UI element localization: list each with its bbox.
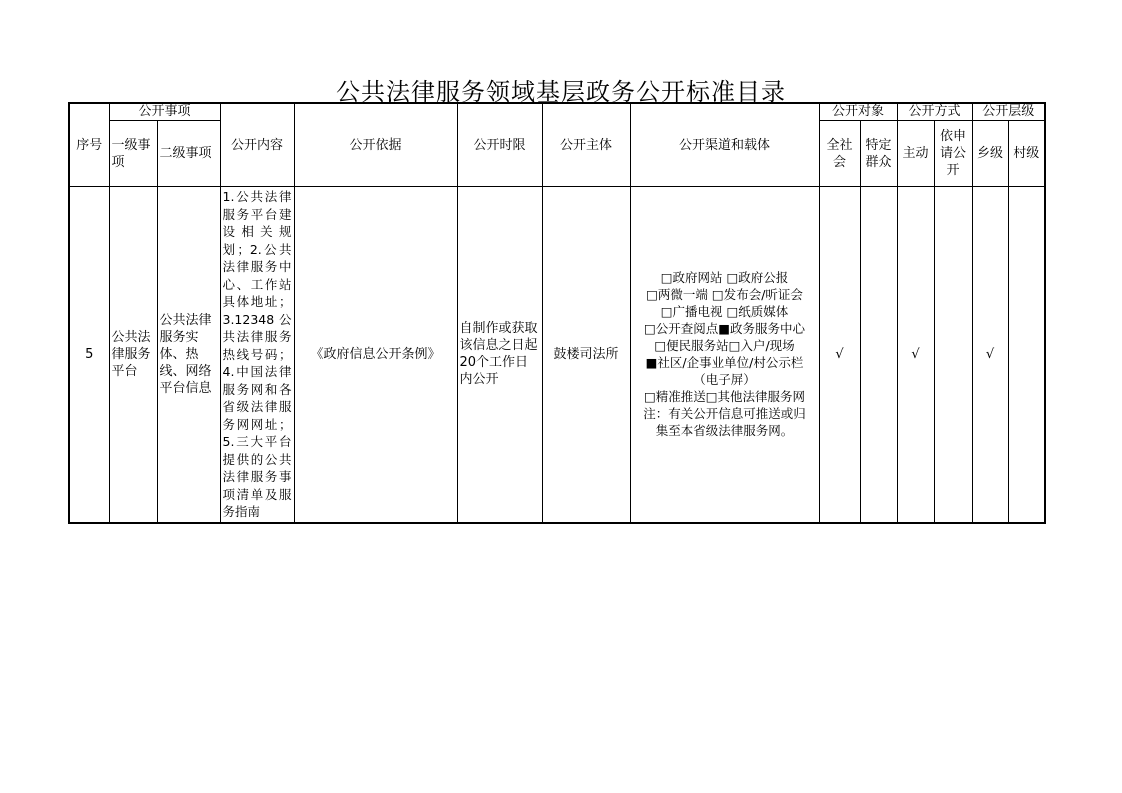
header-level-township: 乡级 [972, 121, 1008, 187]
channel-line: （电子屏） [693, 372, 756, 388]
header-level1: 一级事项 [109, 121, 157, 187]
header-level2: 二级事项 [157, 121, 220, 187]
row-time-limit: 自制作或获取该信息之日起20个工作日内公开 [457, 187, 542, 523]
header-target-all: 全社会 [819, 121, 860, 187]
header-level-village: 村级 [1008, 121, 1045, 187]
header-target: 公开对象 [819, 103, 897, 121]
header-subject: 公开主体 [542, 103, 630, 187]
row-channels [630, 187, 819, 523]
header-target-specific: 特定群众 [860, 121, 897, 187]
channel-line: □精准推送□其他法律服务网 [643, 389, 806, 405]
header-seq: 序号 [69, 103, 109, 187]
channel-line: 集至本省级法律服务网。 [655, 423, 794, 439]
page-title: 公共法律服务领域基层政务公开标准目录 [336, 78, 786, 106]
row-content: 1.公共法律服务平台建设相关规划；2.公共法律服务中心、工作站具体地址；3.12348 公共法律服务热线号码；4.中国法律服务网和各省级法律服务网网址；5.三大平台提供的公共法律服务事项清单及服务指南 [220, 187, 294, 523]
row-method-active-check: √ [897, 187, 934, 523]
header-level: 公开层级 [972, 103, 1045, 121]
channel-line: 注：有关公开信息可推送或归 [643, 406, 806, 422]
row-seq: 5 [69, 187, 109, 523]
row-subject: 鼓楼司法所 [542, 187, 630, 523]
header-basis: 公开依据 [294, 103, 457, 187]
channel-line: □广播电视 □纸质媒体 [660, 304, 789, 320]
row-level2: 公共法律服务实体、热线、网络平台信息 [157, 187, 220, 523]
header-channels: 公开渠道和载体 [630, 103, 819, 187]
header-time-limit: 公开时限 [457, 103, 542, 187]
header-method-active: 主动 [897, 121, 934, 187]
row-basis: 《政府信息公开条例》 [294, 187, 457, 523]
channel-line: □政府网站 □政府公报 [660, 270, 789, 286]
row-level-village-check [1008, 187, 1045, 523]
table-row [69, 187, 1045, 523]
header-row-groups [69, 103, 1045, 121]
channel-line: □公开查阅点■政务服务中心 [643, 321, 806, 337]
row-method-request-check [934, 187, 972, 523]
channel-line: □两微一端 □发布会/听证会 [646, 287, 803, 303]
header-content: 公开内容 [220, 103, 294, 187]
row-level1: 公共法律服务平台 [109, 187, 157, 523]
row-target-specific-check [860, 187, 897, 523]
row-level-township-check: √ [972, 187, 1008, 523]
header-method-request: 依申请公开 [934, 121, 972, 187]
header-method: 公开方式 [897, 103, 972, 121]
row-target-all-check: √ [819, 187, 860, 523]
channel-line: ■社区/企事业单位/村公示栏 [645, 355, 804, 371]
catalog-table [68, 102, 1046, 524]
header-public-items: 公开事项 [109, 103, 220, 121]
channel-line: □便民服务站□入户/现场 [654, 338, 795, 354]
